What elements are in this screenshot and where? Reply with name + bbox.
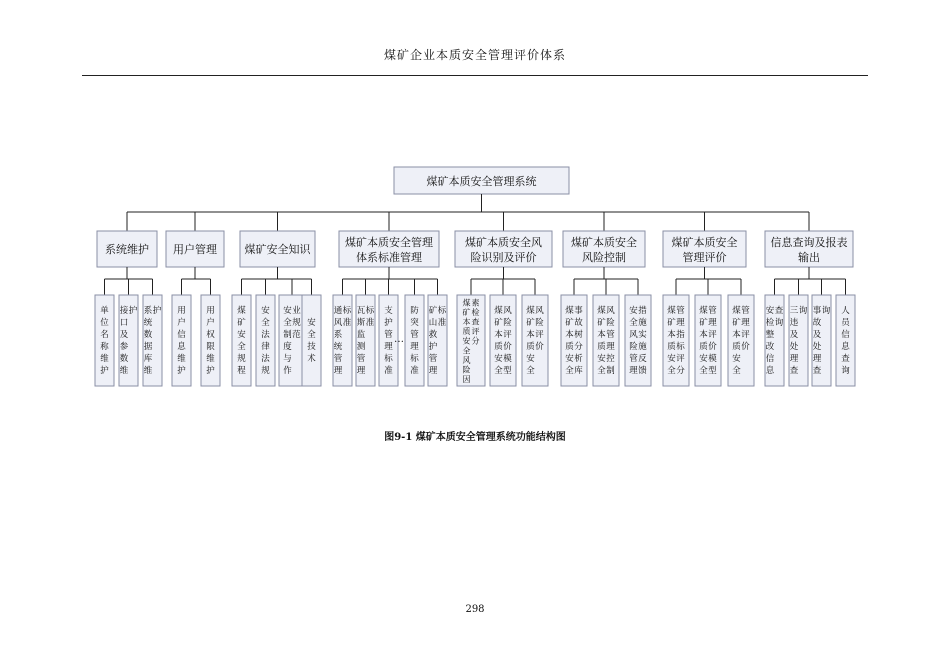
leaf-label-char: 维 xyxy=(206,354,215,364)
leaf-label-char: 系 xyxy=(143,306,153,316)
leaf-label-char: 本 xyxy=(494,330,503,340)
leaf-label-char: 法 xyxy=(261,330,270,340)
module-label-line: 风险控制 xyxy=(582,251,626,264)
page-number: 298 xyxy=(465,604,485,615)
leaf-label-char: 理 xyxy=(708,318,717,328)
leaf-label-char: 措 xyxy=(638,306,647,316)
leaf-label-char: 整 xyxy=(765,330,775,340)
leaf-label-char: 矿 xyxy=(526,318,535,328)
leaf-label-char: 支 xyxy=(384,306,393,316)
module-label-line: 煤矿本质安全风 xyxy=(465,236,542,249)
leaf-label-char: 检 xyxy=(765,318,775,328)
leaf-label-char: 故 xyxy=(812,318,822,328)
leaf-label-char: 准 xyxy=(437,318,447,328)
leaf-label-char: 评 xyxy=(741,330,750,340)
leaf-label-char: 馈 xyxy=(638,366,647,376)
leaf-label-char: 查 xyxy=(774,306,784,316)
leaf-label-char: 安 xyxy=(526,354,535,364)
leaf-label-char: 管 xyxy=(629,354,638,364)
leaf-label-char: 测 xyxy=(356,342,366,352)
module-label-line: 管理评价 xyxy=(682,251,727,264)
leaf-label-char: 程 xyxy=(237,366,246,376)
leaf-label-char: 信 xyxy=(841,330,850,340)
module-label: 系统维护 xyxy=(105,243,149,256)
module-label: 煤矿安全知识 xyxy=(244,243,311,256)
leaf-label-char: 安 xyxy=(462,336,471,346)
leaf-label-char: 救 xyxy=(428,330,438,340)
leaf-label-char: 安 xyxy=(283,306,292,316)
leaf-label-char: 理 xyxy=(812,354,822,364)
leaf-label-char: 接 xyxy=(119,306,129,316)
leaf-label-char: 范 xyxy=(292,330,301,340)
leaf-label-char: 矿 xyxy=(699,318,708,328)
leaf-label-char: 全 xyxy=(732,366,741,376)
leaf-label-char: 安 xyxy=(494,354,503,364)
leaf-label-char: 业 xyxy=(292,306,301,316)
leaf-label-char: 本 xyxy=(732,330,741,340)
leaf-label-char: 险 xyxy=(606,318,615,328)
leaf-label-char: 护 xyxy=(206,366,215,376)
leaf-label-char: 理 xyxy=(606,342,615,352)
leaf-label-char: 限 xyxy=(206,342,215,352)
leaf-label-char: 型 xyxy=(708,366,717,376)
leaf-label-char: 全 xyxy=(283,318,292,328)
leaf-label-char: 质 xyxy=(699,342,708,352)
leaf-label-char: 度 xyxy=(283,342,292,352)
leaf-label-char: 标 xyxy=(365,306,375,316)
leaf-label-char: 煤 xyxy=(526,306,535,316)
leaf-label-char: 三 xyxy=(789,306,799,316)
leaf-label-char: 护 xyxy=(128,306,138,316)
leaf-label-char: 统 xyxy=(143,318,153,328)
module-label: 用户管理 xyxy=(173,243,217,256)
leaf-label-char: 全 xyxy=(307,330,316,340)
leaf-label-char: 通 xyxy=(333,306,343,316)
leaf-label-char: 息 xyxy=(177,342,186,352)
leaf-label-char: 管 xyxy=(741,306,750,316)
leaf-label-char: 维 xyxy=(119,366,129,376)
leaf-label-char: 管 xyxy=(708,306,717,316)
leaf-label-char: 律 xyxy=(261,342,270,352)
module-label-line: 体系标准管理 xyxy=(356,251,422,264)
leaf-label-char: 标 xyxy=(437,306,447,316)
leaf-label-char: 矿 xyxy=(732,318,741,328)
leaf-label-char: 本 xyxy=(526,330,535,340)
leaf-label-char: 煤 xyxy=(565,306,574,316)
figure-caption: 图9-1 煤矿本质安全管理系统功能结构图 xyxy=(384,432,566,443)
leaf-label-char: 施 xyxy=(638,342,647,352)
leaf-label-char: 与 xyxy=(283,354,292,364)
leaf-label-char: 信 xyxy=(177,330,186,340)
leaf-label-char: 素 xyxy=(471,298,480,308)
leaf-label-char: 标 xyxy=(384,354,393,364)
leaf-label-char: 护 xyxy=(384,318,393,328)
leaf-label-char: 本 xyxy=(699,330,708,340)
leaf-label-char: 瓦 xyxy=(356,306,366,316)
leaf-label-char: 评 xyxy=(708,330,717,340)
leaf-label-char: 参 xyxy=(119,342,129,352)
leaf-label-char: 据 xyxy=(143,342,153,352)
leaf-label-char: 护 xyxy=(100,366,109,376)
leaf-label-char: 矿 xyxy=(494,318,503,328)
leaf-label-char: 质 xyxy=(494,342,503,352)
leaf-label-char: 煤 xyxy=(597,306,606,316)
leaf-label-char: 评 xyxy=(503,330,512,340)
leaf-label-char: 质 xyxy=(597,342,606,352)
leaf-label-char: 理 xyxy=(428,366,438,376)
leaf-label-char: 护 xyxy=(177,366,186,376)
leaf-label-char: 因 xyxy=(462,375,471,385)
leaf-label-char: 数 xyxy=(119,354,129,364)
leaf-label-char: 标 xyxy=(676,342,685,352)
leaf-label-char: 分 xyxy=(676,366,685,376)
leaf-label-char: 质 xyxy=(667,342,676,352)
leaf-box xyxy=(302,295,321,386)
leaf-label-char: 安 xyxy=(629,306,638,316)
leaf-label-char: 煤 xyxy=(732,306,741,316)
leaf-label-char: 斯 xyxy=(356,318,366,328)
leaf-label-char: 护 xyxy=(428,342,438,352)
leaf-label-char: 管 xyxy=(356,354,366,364)
leaf-label-char: 管 xyxy=(428,354,438,364)
leaf-label-char: 规 xyxy=(292,318,301,328)
leaf-label-char: 技 xyxy=(307,342,316,352)
leaf-label-char: 查 xyxy=(841,354,850,364)
leaf-label-char: 模 xyxy=(503,354,512,364)
leaf-label-char: 维 xyxy=(100,354,109,364)
leaf-label-char: 权 xyxy=(206,330,215,340)
leaf-label-char: 风 xyxy=(606,306,615,316)
leaf-label-char: 查 xyxy=(789,366,799,376)
leaf-label-char: 风 xyxy=(462,355,471,365)
leaf-label-char: 准 xyxy=(410,366,419,376)
leaf-label-char: 煤 xyxy=(667,306,676,316)
leaf-label-char: 全 xyxy=(667,366,676,376)
leaf-label-char: 称 xyxy=(100,342,109,352)
leaf-label-char: 煤 xyxy=(699,306,708,316)
leaf-label-char: 员 xyxy=(841,318,850,328)
leaf-label-char: 价 xyxy=(741,342,750,352)
leaf-label-char: 安 xyxy=(565,354,574,364)
module-label-line: 险识别及评价 xyxy=(470,251,537,264)
leaf-label-char: 树 xyxy=(574,330,583,340)
leaf-label-char: 险 xyxy=(629,342,638,352)
leaf-label-char: 风 xyxy=(535,306,544,316)
leaf-label-char: 事 xyxy=(812,306,822,316)
leaf-label-char: 监 xyxy=(356,330,366,340)
leaf-label-char: 型 xyxy=(503,366,512,376)
leaf-label-char: 统 xyxy=(333,342,343,352)
leaf-label-char: 分 xyxy=(471,336,480,346)
leaf-label-char: 理 xyxy=(384,342,393,352)
leaf-label-char: 矿 xyxy=(667,318,676,328)
leaf-label-char: 标 xyxy=(342,306,352,316)
leaf-label-char: 询 xyxy=(821,306,831,316)
leaf-label-char: 作 xyxy=(283,366,292,376)
leaf-label-char: 全 xyxy=(237,342,246,352)
leaf-label-char: 口 xyxy=(119,318,129,328)
leaf-label-char: 维 xyxy=(143,366,153,376)
leaf-label-char: 信 xyxy=(765,354,775,364)
leaf-label-char: 规 xyxy=(261,366,270,376)
leaf-label-char: 控 xyxy=(606,354,615,364)
leaf-label-char: 险 xyxy=(503,318,512,328)
leaf-label-char: 及 xyxy=(789,330,799,340)
leaf-label-char: 维 xyxy=(177,354,186,364)
root-label: 煤矿本质安全管理系统 xyxy=(426,175,537,188)
leaf-label-char: 制 xyxy=(606,366,615,376)
module-label-line: 煤矿本质安全 xyxy=(671,236,738,249)
leaf-label-char: 事 xyxy=(574,306,583,316)
leaf-label-char: 全 xyxy=(462,346,471,356)
leaf-label-char: 安 xyxy=(667,354,676,364)
leaf-label-char: 本 xyxy=(667,330,676,340)
leaf-label-char: 价 xyxy=(535,342,544,352)
leaf-label-char: 煤 xyxy=(462,298,471,308)
leaf-label-char: 全 xyxy=(565,366,574,376)
leaf-label-char: 本 xyxy=(565,330,574,340)
leaf-label-char: 询 xyxy=(774,318,784,328)
leaf-label-char: 施 xyxy=(638,318,647,328)
leaf-label-char: 准 xyxy=(342,318,352,328)
module-label-line: 煤矿本质安全管理 xyxy=(345,236,433,249)
leaf-label-char: 库 xyxy=(574,366,583,376)
leaf-label-char: 管 xyxy=(333,354,343,364)
leaf-label-char: 全 xyxy=(597,366,606,376)
leaf-label-char: 险 xyxy=(462,365,471,375)
leaf-label-char: 矿 xyxy=(428,306,438,316)
leaf-label-char: 矿 xyxy=(237,318,246,328)
leaf-label-char: 煤 xyxy=(494,306,503,316)
leaf-label-char: 价 xyxy=(503,342,512,352)
leaf-label-char: 反 xyxy=(638,354,647,364)
leaf-label-char: 实 xyxy=(638,330,647,340)
leaf-label-char: 全 xyxy=(699,366,708,376)
leaf-label-char: 查 xyxy=(812,366,822,376)
leaf-label-char: 询 xyxy=(798,306,808,316)
leaf-label-char: 准 xyxy=(365,318,375,328)
leaf-label-char: 安 xyxy=(765,306,775,316)
leaf-label-char: 询 xyxy=(841,366,850,376)
leaf-label-char: 模 xyxy=(708,354,717,364)
leaf-label-char: 本 xyxy=(597,330,606,340)
leaf-label-char: 系 xyxy=(333,330,343,340)
ellipsis-label: … xyxy=(394,334,404,345)
leaf-label-char: 理 xyxy=(629,366,638,376)
leaf-label-char: 理 xyxy=(356,366,366,376)
leaf-label-char: 安 xyxy=(699,354,708,364)
leaf-label-char: 护 xyxy=(152,306,162,316)
leaf-label-char: 规 xyxy=(237,354,246,364)
leaf-label-char: 安 xyxy=(732,354,741,364)
leaf-label-char: 数 xyxy=(143,330,153,340)
leaf-label-char: 风 xyxy=(503,306,512,316)
leaf-label-char: 检 xyxy=(471,307,480,317)
leaf-label-char: 矿 xyxy=(462,307,471,317)
leaf-label-char: 全 xyxy=(526,366,535,376)
module-label-line: 煤矿本质安全 xyxy=(571,236,637,249)
leaf-label-char: 处 xyxy=(789,342,799,352)
leaf-label-char: 改 xyxy=(765,342,775,352)
leaf-label-char: 安 xyxy=(597,354,606,364)
leaf-label-char: 故 xyxy=(574,318,583,328)
leaf-label-char: 库 xyxy=(143,354,153,364)
leaf-label-char: 理 xyxy=(410,342,419,352)
leaf-label-char: 违 xyxy=(789,318,799,328)
leaf-label-char: 术 xyxy=(307,354,316,364)
leaf-label-char: 风 xyxy=(629,330,638,340)
leaf-label-char: 本 xyxy=(462,317,471,327)
leaf-label-char: 安 xyxy=(261,306,270,316)
leaf-label-char: 法 xyxy=(261,354,270,364)
leaf-label-char: 评 xyxy=(471,327,480,337)
leaf-label-char: 户 xyxy=(177,318,186,328)
leaf-label-char: 安 xyxy=(237,330,246,340)
leaf-label-char: 位 xyxy=(100,318,109,328)
leaf-label-char: 全 xyxy=(261,318,270,328)
leaf-label-char: 及 xyxy=(812,330,822,340)
leaf-label-char: 煤 xyxy=(237,306,246,316)
leaf-label-char: 查 xyxy=(471,317,480,327)
leaf-label-char: 矿 xyxy=(597,318,606,328)
leaf-label-char: 息 xyxy=(841,342,850,352)
leaf-label-char: 用 xyxy=(206,306,215,316)
leaf-label-char: 防 xyxy=(410,306,419,316)
leaf-label-char: 制 xyxy=(283,330,292,340)
leaf-label-char: 用 xyxy=(177,306,186,316)
leaf-label-char: 管 xyxy=(606,330,615,340)
leaf-label-char: 安 xyxy=(307,318,316,328)
page-header-title: 煤矿企业本质安全管理评价体系 xyxy=(383,48,566,62)
leaf-label-char: 标 xyxy=(410,354,419,364)
module-label-line: 信息查询及报表 xyxy=(770,236,848,249)
leaf-label-char: 单 xyxy=(100,306,109,316)
leaf-label-char: 全 xyxy=(629,318,638,328)
leaf-label-char: 质 xyxy=(462,327,471,337)
leaf-label-char: 山 xyxy=(428,318,438,328)
leaf-label-char: 人 xyxy=(841,306,850,316)
leaf-label-char: 准 xyxy=(384,366,393,376)
leaf-label-char: 质 xyxy=(526,342,535,352)
leaf-label-char: 矿 xyxy=(565,318,574,328)
module-label-line: 输出 xyxy=(798,251,820,264)
leaf-label-char: 理 xyxy=(789,354,799,364)
leaf-label-char: 价 xyxy=(708,342,717,352)
leaf-label-char: 处 xyxy=(812,342,822,352)
leaf-label-char: 评 xyxy=(676,354,685,364)
leaf-label-char: 理 xyxy=(741,318,750,328)
leaf-label-char: 全 xyxy=(494,366,503,376)
leaf-label-char: 管 xyxy=(676,306,685,316)
leaf-label-char: 指 xyxy=(676,330,685,340)
leaf-label-char: 管 xyxy=(384,330,393,340)
leaf-label-char: 分 xyxy=(574,342,583,352)
leaf-label-char: 质 xyxy=(732,342,741,352)
leaf-label-char: 风 xyxy=(333,318,343,328)
leaf-label-char: 户 xyxy=(206,318,215,328)
leaf-label-char: 管 xyxy=(410,330,419,340)
leaf-label-char: 及 xyxy=(119,330,129,340)
leaf-label-char: 息 xyxy=(765,366,775,376)
leaf-label-char: 理 xyxy=(676,318,685,328)
leaf-label-char: 评 xyxy=(535,330,544,340)
leaf-label-char: 理 xyxy=(333,366,343,376)
leaf-label-char: 析 xyxy=(574,354,583,364)
leaf-label-char: 险 xyxy=(535,318,544,328)
leaf-label-char: 突 xyxy=(410,318,419,328)
leaf-label-char: 名 xyxy=(100,330,109,340)
leaf-label-char: 质 xyxy=(565,342,574,352)
